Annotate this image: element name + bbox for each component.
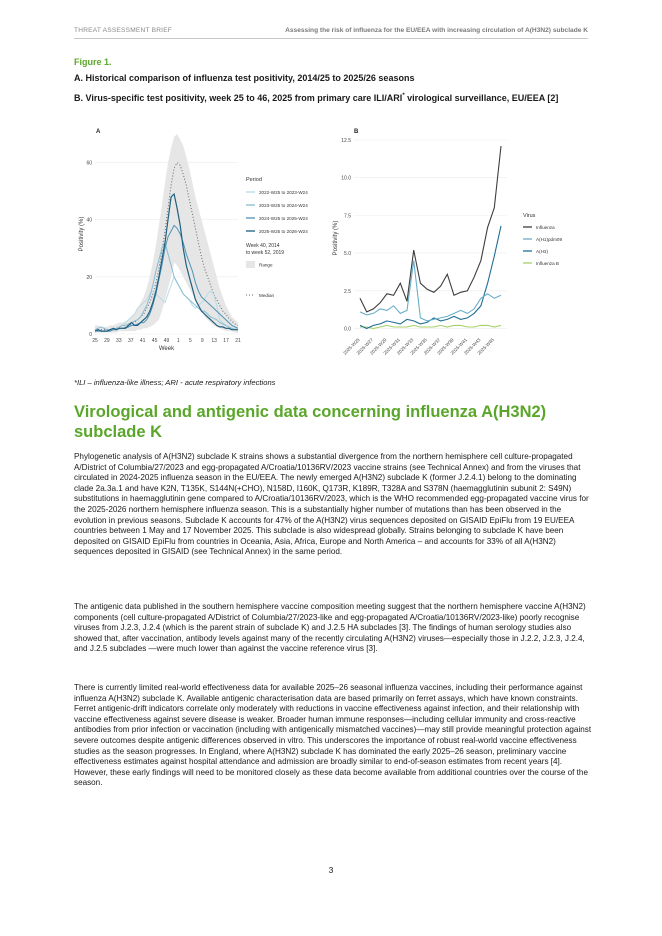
chart-a-xtick-label: 21 [235,338,241,344]
chart-a-legend-label: 2023-W25 to 2024-W24 [259,202,308,208]
chart-b-legend-label: Influenza [536,224,555,230]
chart-b-xtick-label: 2025-W39 [436,337,455,356]
chart-a-legend-title: Period [246,177,262,183]
paragraph-phylogenetic: Phylogenetic analysis of A(H3N2) subclade K strains shows a substantial divergence from the northern hemisphere cell culture-propagated A/District of Columbia/27/2023 and egg-propagated A/Croatia/10136RV/2023 vaccine strains (see Technical Annex) and from the viruses that circulated in 2024-2025 influenza season in the EU/EEA. The newly emerged A(H3N2) subclade K (former J.2.4.1) belong to the dominating clade 2a.3a.1 and have K2N, T135K, S144N(+CHO), N158D, I160K, Q173R, K189R, T328A and S378N (haemagglutinin subunit 2: S49N) substitutions in haemagglutinin gene compared to A/Croatia/10136RV/2023, which is the WHO recommended egg-propagated vaccine virus for the 2025-2026 northern hemisphere influenza season. This is a substantially higher number of mutations than has been observed in the evolution in previous seasons. Subclade K accounts for 47% of the A(H3N2) virus sequences deposited on GISAID EpiFlu from 19 EU/EEA countries between 1 May and 17 November 2025. This subclade is also widespread globally. Strains belonging to subclade K have been deposited on GISAID EpiFlu from countries in Oceania, Asia, Africa, Europe and North America – and accounts for 33% of all A(H3N2) sequences deposited in GISAID (see Technical Annex) in the same period. [74,452,589,557]
chart-b-legend-title: Virus [523,213,536,219]
chart-a-xtick-label: 17 [223,338,229,344]
page-header [74,24,588,39]
chart-b-series-line-0 [360,146,501,312]
chart-b-ytick-label: 2.5 [344,288,351,295]
chart-b-legend-label: A(H1)pdm09 [536,236,563,242]
chart-a-ytick-label: 0 [89,332,92,338]
chart-a-xtick-label: 9 [200,338,204,344]
chart-b-xtick-label: 2025-W43 [463,337,482,356]
figure-footnote: *ILI – influenza-like illness; ARI - acute respiratory infections [74,378,276,387]
header-doc-type: THREAT ASSESSMENT BRIEF [74,27,173,34]
chart-a-ytick-label: 60 [86,160,92,167]
section-title: Virological and antigenic data concerning influenza A(H3N2) subclade K [74,403,547,441]
chart-b-xtick-label: 2025-W35 [409,337,428,356]
chart-b-ytick-label: 10.0 [341,175,351,182]
chart-a-legend-range-label: Range [259,262,273,268]
paragraph-antigenic: The antigenic data published in the southern hemisphere vaccine composition meeting suggest that the northern hemisphere vaccine A(H3N2) components (cell culture-propagated A/District of Columbia/27/2023-like and egg-propagated A/Croatia/10136RV/2023-like) poorly recognise viruses from J.2.3, J.2.4 (which is the parent strain of subclade K) and J.2.5 HA subclades [3]. The findings of human serology studies also showed that, after vaccination, antibody levels against many of the recently circulating A(H3N2) viruses—especially those in J.2.2, J.2.3, J.2.4, and J.2.5 subclades —were much lower than against the vaccine reference virus [3]. [74,602,586,654]
chart-a-ytick-label: 20 [86,274,92,281]
chart-b-xtick-label: 2025-W25 [342,337,361,356]
chart-a-xtick-label: 37 [127,338,134,344]
chart-b-ytick-label: 7.5 [344,213,351,220]
chart-b-legend-label: Influenza B [536,260,559,266]
chart-b-panel-label: B [354,129,359,135]
chart-b-series-line-3 [360,325,501,328]
figure-caption-b-asterisk: * [402,93,405,99]
header-doc-title: Assessing the risk of influenza for the EU/EEA with increasing circulation of A(H3N2) subclade K [285,27,588,34]
chart-a-legend-label: 2024-W25 to 2025-W24 [259,215,308,221]
chart-a-xtick-label: 41 [139,338,146,344]
chart-a-panel-label: A [96,129,101,135]
chart-a-xtick-label: 33 [116,338,122,344]
figure-caption-a: A. Historical comparison of influenza test positivity, 2014/25 to 2025/26 seasons [74,73,415,83]
page-number: 3 [328,865,334,875]
chart-a-legend-range-swatch [246,261,255,268]
chart-b-series-line-2 [360,226,501,329]
chart-b-xtick-label: 2025-W33 [395,337,415,356]
chart-a-xlabel: Week [158,346,175,352]
chart-a-baseline-note: to week 52, 2019 [246,250,285,256]
chart-a-xtick-label: 1 [177,338,180,344]
chart-b-ytick-label: 5.0 [344,251,351,258]
chart-a-baseline-note: Week 40, 2014 [246,243,280,249]
chart-a-xtick-label: 25 [92,338,98,344]
chart-a-xtick-label: 45 [151,338,158,344]
chart-b-ytick-label: 12.5 [341,138,351,144]
chart-b-xtick-label: 2025-W45 [476,337,495,356]
chart-b-ylabel: Positivity (%) [333,220,339,256]
chart-a-xtick-label: 29 [104,338,110,344]
paragraph-effectiveness: There is currently limited real-world effectiveness data for available 2025–26 seasonal influenza vaccines, including their performance against influenza A(H3N2) subclade K. Available antigenic characterisation data are based primarily on ferret assays, which have known constraints. Ferret antigenic-drift indicators correlate only moderately with reductions in vaccine effectiveness against infection, and their relationship with vaccine effectiveness against severe disease is weaker. Broader human immune responses—including cellular immunity and cross-reactive antibodies from prior infection or vaccination (including with antigenically mismatched vaccines)—may still provide meaningful protection against severe outcomes despite antigenic differences observed in vitro. This underscores the importance of robust real-world vaccine effectiveness studies as the season progresses. In England, where A(H3N2) subclade K has dominated the early 2025–26 season, preliminary vaccine effectiveness estimates against hospital attendance and admission are broadly similar to end-of-season estimates from recent years [4]. However, these early findings will need to be monitored closely as these data become available from additional countries over the course of the season. [74,683,592,788]
chart-a-ylabel: Positivity (%) [79,216,85,252]
chart-b-legend-label: A(H3) [536,248,548,254]
chart-a-legend-median-label: Median [259,293,275,298]
chart-a-legend-label: 2025-W25 to 2026-W24 [259,228,308,234]
chart-b-xtick-label: 2025-W31 [382,337,401,356]
chart-a-ytick-label: 40 [86,217,92,224]
chart-b-xtick-label: 2025-W41 [449,337,469,356]
chart-b-xtick-label: 2025-W29 [369,337,388,356]
chart-a [74,126,320,362]
chart-a-xtick-label: 13 [211,338,217,344]
chart-a-xtick-label: 49 [163,338,170,344]
chart-b-ytick-label: 0.0 [344,326,351,333]
chart-b [325,126,585,376]
chart-a-legend-label: 2022-W25 to 2023-W24 [259,189,308,195]
chart-a-xtick-label: 5 [188,338,192,344]
figure-caption-b-text-end: virological surveillance, EU/EEA [2] [404,93,559,103]
figure-caption-b [74,91,584,105]
chart-b-xtick-label: 2025-W37 [422,337,442,356]
figure-caption-b-text: B. Virus-specific test positivity, week 25 to 46, 2025 from primary care ILI/ARI [74,93,403,103]
figure-label: Figure 1. [74,57,112,67]
chart-b-xtick-label: 2025-W27 [355,337,375,356]
